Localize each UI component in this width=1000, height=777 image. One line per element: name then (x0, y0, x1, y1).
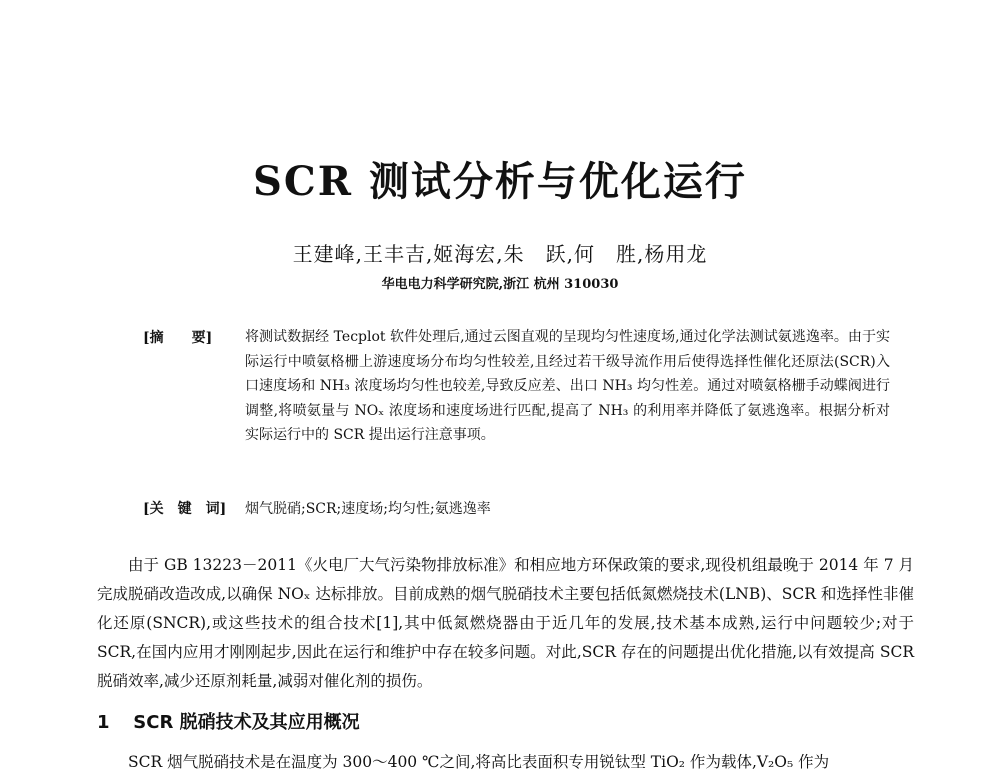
intro-paragraph: 由于 GB 13223－2011《火电厂大气污染物排放标准》和相应地方环保政策的要求,现役机组最晚于 2014 年 7 月完成脱硝改造改成,以确保 NOₓ 达标排放。目前成熟的烟气脱硝技术主要包括低氮燃烧技术(LNB)、SCR 和选择性非催化还原(SNCR),或这些技术的组合技术[1],其中低氮燃烧器由于近几年的发展,技术基本成熟,运行中问题较少;对于 SCR,在国内应用才刚刚起步,因此在运行和维护中存在较多问题。对此,SCR 存在的问题提出优化措施,以有效提高 SCR 脱硝效率,减少还原剂耗量,减弱对催化剂的损伤。 (97, 556, 914, 690)
keywords-text: 烟气脱硝;SCR;速度场;均匀性;氨逃逸率 (245, 501, 491, 517)
section-number: 1 (97, 712, 110, 733)
author-list: 王建峰,王丰吉,姬海宏,朱 跃,何 胜,杨用龙 (292, 242, 708, 266)
paper-title: SCR 测试分析与优化运行 (253, 158, 747, 205)
abstract-label: [摘 要] (143, 330, 213, 346)
abstract-text: 将测试数据经 Tecplot 软件处理后,通过云图直观的呈现均匀性速度场,通过化学法测试氨逃逸率。由于实际运行中喷氨格栅上游速度场分布均匀性较差,且经过若干级导流作用后使得选择性催化还原法(SCR)入口速度场和 NH₃ 浓度场均匀性也较差,导致反应差、出口 NH₃ 均匀性差。通过对喷氨格栅手动蝶阀进行调整,将喷氨量与 NOₓ 浓度场和速度场进行匹配,提高了 NH₃ 的利用率并降低了氨逃逸率。根据分析对实际运行中的 SCR 提出运行注意事项。 (245, 329, 890, 443)
affiliation: 华电电力科学研究院,浙江 杭州 310030 (381, 277, 619, 292)
section-heading (97, 708, 360, 734)
section-paragraph: SCR 烟气脱硝技术是在温度为 300～400 ℃之间,将高比表面积专用锐钛型 TiO₂ 作为载体,V₂O₅ 作为 (128, 753, 830, 771)
section-title: SCR 脱硝技术及其应用概况 (133, 712, 360, 733)
keywords-label: [关 键 词] (143, 501, 227, 517)
